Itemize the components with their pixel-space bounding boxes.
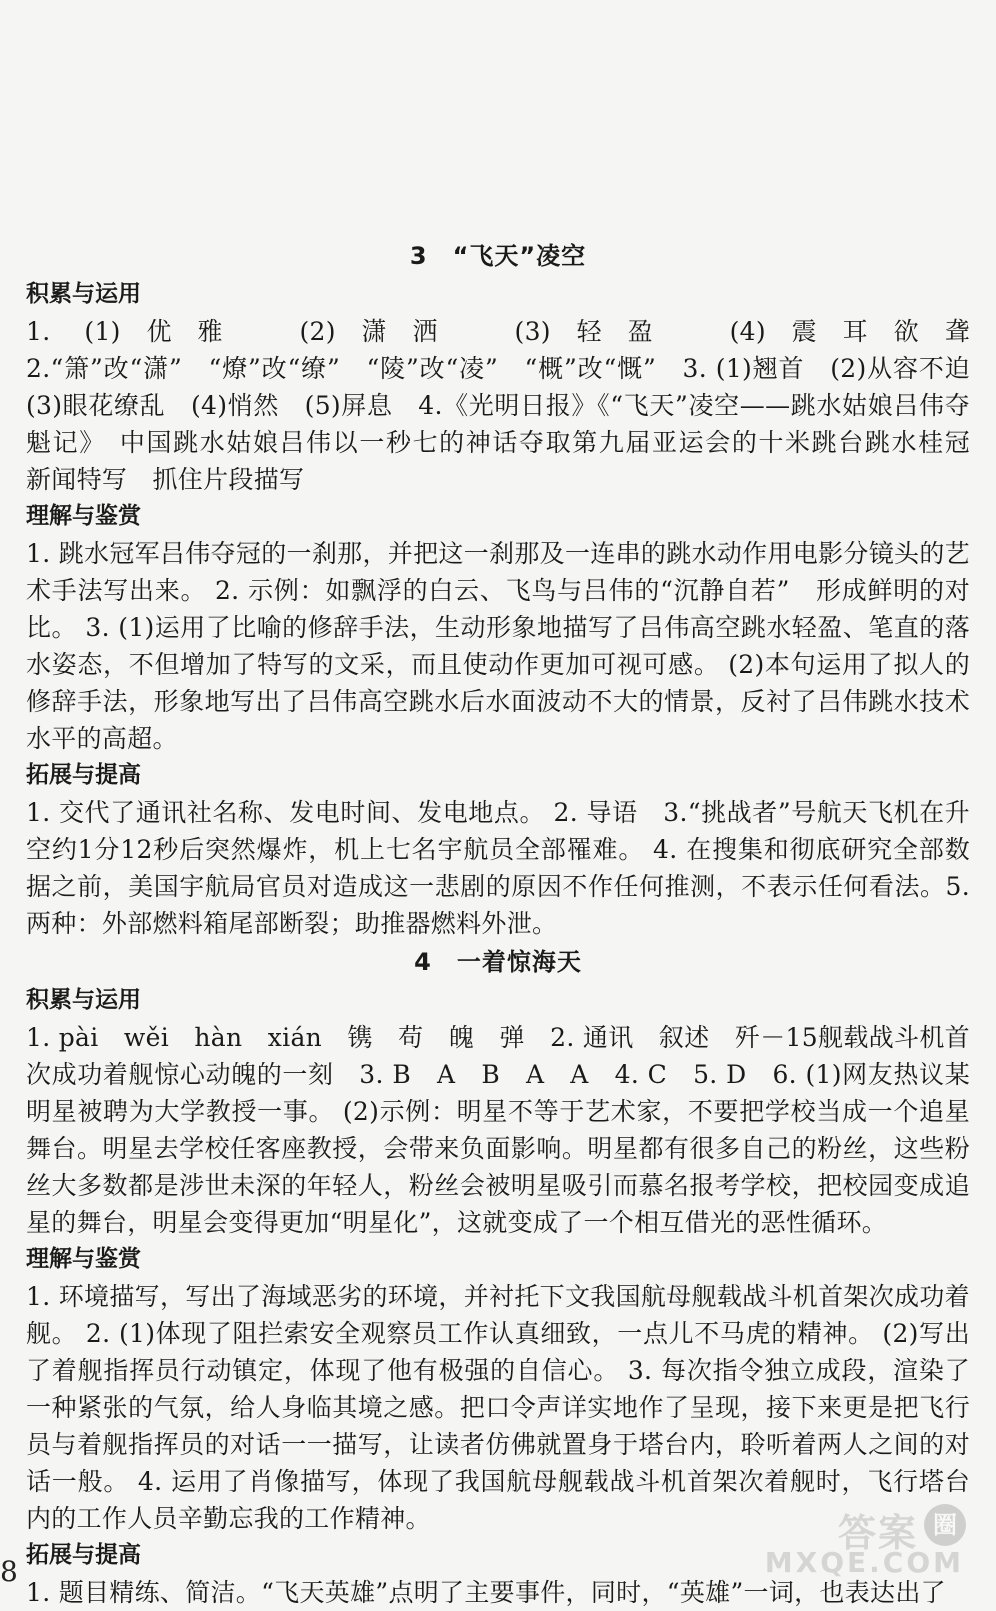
answer-paragraph: 1. 交代了通讯社名称、发电时间、发电地点。 2. 导语 3.“挑战者”号航天飞机在升空约1分12秒后突然爆炸，机上七名宇航员全部罹难。 4. 在搜集和彻底研究全部数据之前，美国宇航局官员对造成这一悲剧的原因不作任何推测，不表示任何看法。5. 两种：外部燃料箱尾部断裂；助推器燃料外泄。 — [26, 798, 970, 938]
answer-paragraph: 1. (1)优雅 (2)潇洒 (3)轻盈 (4)震耳欲聋 2.“箫”改“潇” “燎”改“缭” “陵”改“凌” “概”改“慨” 3. (1)翘首 (2)从容不迫 (3)眼花缭乱 (4)悄然 (5)屏息 4.《光明日报》《“飞天”凌空——跳水姑娘吕伟夺魁记》 中国跳水姑娘吕伟以一秒七的神话夺取第九届亚运会的十米跳台跳水桂冠 新闻特写 抓住片段描写 — [26, 317, 996, 494]
answer-paragraph: 1. 题目精练、简洁。“飞天英雄”点明了主要事件，同时，“英雄”一词，也表达出了 — [26, 1578, 946, 1607]
lesson-title: 3 “飞天”凌空 — [409, 242, 587, 270]
section-heading: 积累与运用 — [26, 987, 141, 1013]
section-heading: 积累与运用 — [26, 281, 141, 307]
section-heading: 拓展与提高 — [26, 1542, 141, 1568]
watermark-text: 答案 — [837, 1511, 918, 1555]
watermark-badge-icon: 圈 — [924, 1504, 966, 1546]
answer-paragraph: 1. pài wěi hàn xián 镌 苟 魄 弹 2. 通讯 叙述 歼－15舰载战斗机首次成功着舰惊心动魄的一刻 3. B A B A A 4. C 5. D 6. (1)网友热议某明星被聘为大学教授一事。 (2)示例：明星不等于艺术家，不要把学校当成一个追星舞台。明星去学校任客座教授，会带来负面影响。明星都有很多自己的粉丝，这些粉丝大多数都是涉世未深的年轻人，粉丝会被明星吸引而慕名报考学校，把校园变成追星的舞台，明星会变得更加“明星化”，这就变成了一个相互借光的恶性循环。 — [26, 1023, 970, 1237]
answer-paragraph: 1. 环境描写，写出了海域恶劣的环境，并衬托下文我国航母舰载战斗机首架次成功着舰。 2. (1)体现了阻拦索安全观察员工作认真细致，一点儿不马虎的精神。 (2)写出了着舰指挥员行动镇定，体现了他有极强的自信心。 3. 每次指令独立成段，渲染了一种紧张的气氛，给人身临其境之感。把口令声详实地作了呈现，接下来更是把飞行员与着舰指挥员的对话一一描写，让读者仿佛就置身于塔台内，聆听着两人之间的对话一般。 4. 运用了肖像描写，体现了我国航母舰载战斗机首架次着舰时，飞行塔台内的工作人员辛勤忘我的工作精神。 — [26, 1282, 970, 1533]
lesson-title: 4 一着惊海天 — [414, 948, 582, 976]
watermark-logo — [764, 1502, 976, 1582]
section-heading: 理解与鉴赏 — [26, 1246, 141, 1272]
section-heading: 拓展与提高 — [26, 762, 141, 788]
section-heading: 理解与鉴赏 — [26, 503, 141, 529]
answer-content — [26, 236, 996, 1611]
watermark-url: MXQE.COM — [764, 1546, 964, 1579]
page-number: 8 — [0, 1555, 18, 1588]
answer-paragraph: 1. 跳水冠军吕伟夺冠的一刹那，并把这一刹那及一连串的跳水动作用电影分镜头的艺术手法写出来。 2. 示例：如飘浮的白云、飞鸟与吕伟的“沉静自若” 形成鲜明的对比。 3. (1)运用了比喻的修辞手法，生动形象地描写了吕伟高空跳水轻盈、笔直的落水姿态，不但增加了特写的文采，而且使动作更加可视可感。 (2)本句运用了拟人的修辞手法，形象地写出了吕伟高空跳水后水面波动不大的情景，反衬了吕伟跳水技术水平的高超。 — [26, 539, 970, 753]
